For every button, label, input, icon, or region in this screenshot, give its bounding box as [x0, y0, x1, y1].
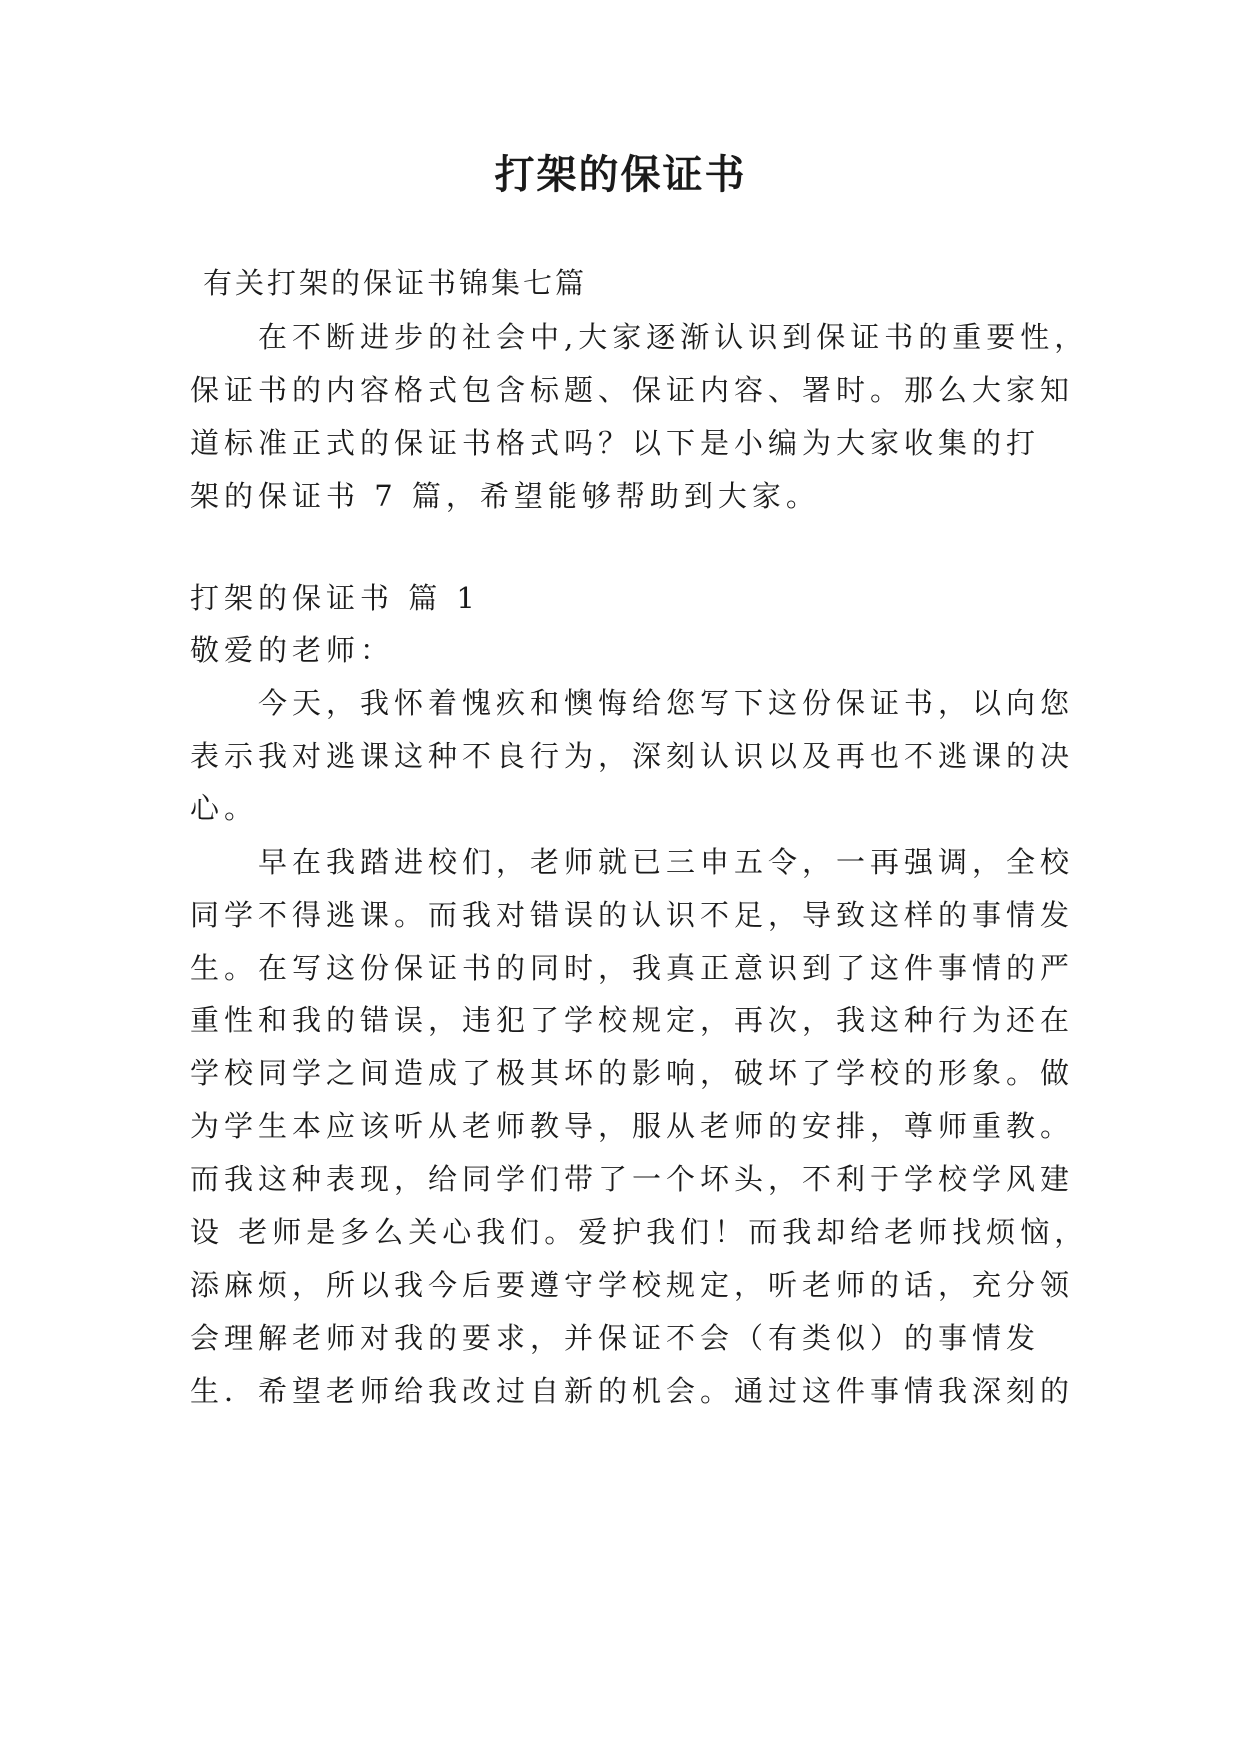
paragraph-line: 生．希望老师给我改过自新的机会。通过这件事情我深刻的 — [190, 1374, 1075, 1408]
paragraph-line: 早在我踏进校们，老师就已三申五令，一再强调，全校 — [258, 845, 1075, 879]
section-title: 打架的保证书 篇 1 — [190, 581, 480, 615]
intro-line: 架的保证书 7 篇，希望能够帮助到大家。 — [190, 479, 820, 513]
document-title: 打架的保证书 — [494, 151, 747, 198]
paragraph-line: 心。 — [190, 791, 259, 825]
intro-line: 保证书的内容格式包含标题、保证内容、署时。那么大家知 — [190, 373, 1075, 407]
paragraph-line: 会理解老师对我的要求，并保证不会（有类似）的事情发 — [190, 1321, 1041, 1355]
paragraph-line: 生。在写这份保证书的同时，我真正意识到了这件事情的严 — [190, 951, 1075, 985]
paragraph-line: 添麻烦，所以我今后要遵守学校规定，听老师的话，充分领 — [190, 1268, 1075, 1302]
paragraph-line: 为学生本应该听从老师教导，服从老师的安排，尊师重教。 — [190, 1109, 1075, 1143]
paragraph-line: 设 老师是多么关心我们。爱护我们！而我却给老师找烦恼， — [190, 1215, 1089, 1249]
paragraph-line: 重性和我的错误，违犯了学校规定，再次，我这种行为还在 — [190, 1003, 1075, 1037]
paragraph-line: 同学不得逃课。而我对错误的认识不足，导致这样的事情发 — [190, 898, 1075, 932]
intro-heading: 有关打架的保证书锦集七篇 — [203, 266, 588, 300]
salutation: 敬爱的老师： — [190, 633, 395, 667]
paragraph-line: 而我这种表现，给同学们带了一个坏头，不利于学校学风建 — [190, 1162, 1075, 1196]
paragraph-line: 今天，我怀着愧疚和懊悔给您写下这份保证书，以向您 — [258, 686, 1075, 720]
intro-line: 在不断进步的社会中,大家逐渐认识到保证书的重要性， — [258, 320, 1089, 354]
intro-line: 道标准正式的保证书格式吗？以下是小编为大家收集的打 — [190, 426, 1041, 460]
paragraph-line: 学校同学之间造成了极其坏的影响，破坏了学校的形象。做 — [190, 1056, 1075, 1090]
paragraph-line: 表示我对逃课这种不良行为，深刻认识以及再也不逃课的决 — [190, 739, 1075, 773]
